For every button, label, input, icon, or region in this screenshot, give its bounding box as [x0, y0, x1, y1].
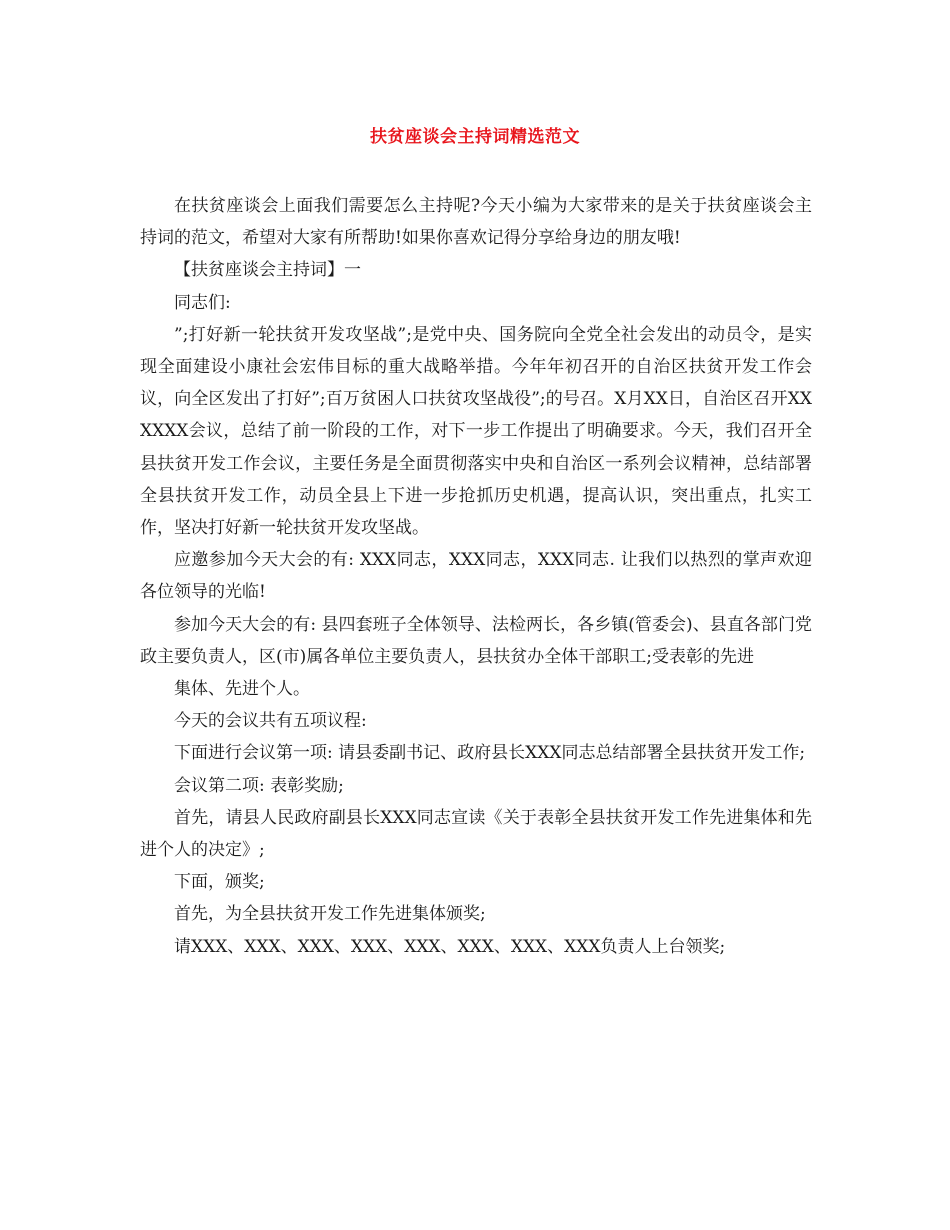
paragraph: 集体、先进个人。 [174, 679, 310, 700]
paragraph: 首先，为全县扶贫开发工作先进集体颁奖; [174, 904, 486, 925]
paragraph: 今天的会议共有五项议程: [174, 711, 367, 732]
document-body [140, 190, 812, 963]
document-title: 扶贫座谈会主持词精选范文 [370, 127, 580, 147]
paragraph: 同志们: [174, 292, 231, 313]
paragraph: ”;打好新一轮扶贫开发攻坚战”;是党中央、国务院向全党全社会发出的动员令，是实现全面建设小康社会宏伟目标的重大战略举措。今年年初召开的自治区扶贫开发工作会议，向全区发出了打好”;百万贫困人口扶贫攻坚战役”;的号召。X月XX日，自治区召开XXXXXX会议，总结了前一阶段的工作，对下一步工作提出了明确要求。今天，我们召开全县扶贫开发工作会议，主要任务是全面贯彻落实中央和自治区一系列会议精神，总结部署全县扶贫开发工作，动员全县上下进一步抢抓历史机遇，提高认识，突出重点，扎实工作，坚决打好新一轮扶贫开发攻坚战。 [140, 324, 812, 539]
paragraph: 参加今天大会的有: 县四套班子全体领导、法检两长，各乡镇(管委会)、县直各部门党政主要负责人，区(市)属各单位主要负责人，县扶贫办全体干部职工;受表彰的先进 [140, 614, 812, 667]
paragraph: 请XXX、XXX、XXX、XXX、XXX、XXX、XXX、XXX负责人上台领奖; [174, 936, 726, 957]
paragraph: 下面，颁奖; [174, 872, 265, 893]
paragraph: 应邀参加今天大会的有: XXX同志，XXX同志，XXX同志. 让我们以热烈的掌声欢迎各位领导的光临! [140, 550, 812, 603]
paragraph: 首先，请县人民政府副县长XXX同志宣读《关于表彰全县扶贫开发工作先进集体和先进个人的决定》; [140, 807, 812, 861]
paragraph: 下面进行会议第一项: 请县委副书记、政府县长XXX同志总结部署全县扶贫开发工作; [174, 743, 806, 764]
paragraph: 【扶贫座谈会主持词】一 [174, 260, 361, 281]
paragraph: 在扶贫座谈会上面我们需要怎么主持呢?今天小编为大家带来的是关于扶贫座谈会主持词的范文，希望对大家有所帮助!如果你喜欢记得分享给身边的朋友哦! [140, 196, 812, 249]
paragraph: 会议第二项: 表彰奖励; [174, 775, 344, 796]
